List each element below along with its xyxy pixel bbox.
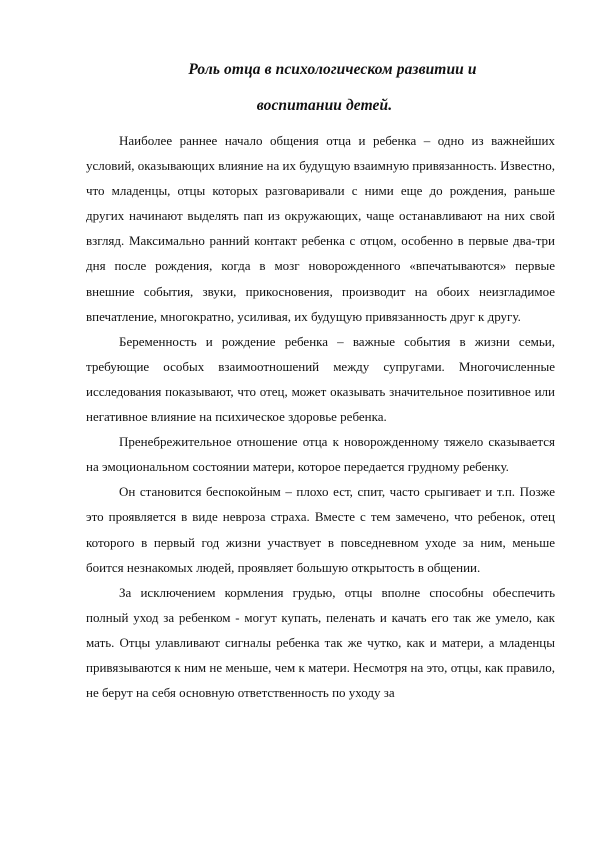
- title-line-1: Роль отца в психологическом развитии и: [188, 61, 477, 78]
- document-body: [86, 128, 555, 705]
- paragraph-1: Наиболее раннее начало общения отца и ребенка – одно из важнейших условий, оказывающих влияние на их будущую взаимную привязанность. Известно, что младенцы, отцы которых разговаривали с ними еще до рождения, раньше других начинают выделять пап из окружающих, чаще останавливают на них свой взгляд. Максимально ранний контакт ребенка с отцом, особенно в первые два-три дня после рождения, когда в мозг новорожденного «впечатываются» первые внешние события, звуки, прикосновения, производит на обоих неизгладимое впечатление, многократно, усиливая, их будущую привязанность друг к другу.: [86, 133, 555, 324]
- paragraph-3: Пренебрежительное отношение отца к новорожденному тяжело сказывается на эмоциональном состоянии матери, которое передается грудному ребенку.: [86, 434, 555, 475]
- paragraph-2: Беременность и рождение ребенка – важные события в жизни семьи, требующие особых взаимоотношений между супругами. Многочисленные исследования показывают, что отец, может оказывать значительное позитивное или негативное влияние на психическое здоровье ребенка.: [86, 333, 555, 425]
- title-line-2: воспитании детей.: [256, 97, 393, 114]
- document-title: [86, 52, 555, 124]
- paragraph-5: За исключением кормления грудью, отцы вполне способны обеспечить полный уход за ребенком - могут купать, пеленать и качать его так же умело, как мать. Отцы улавливают сигналы ребенка так же чутко, как и матери, а младенцы привязываются к ним не меньше, чем к матери. Несмотря на это, отцы, как правило, не берут на себя основную ответственность по уходу за: [86, 584, 555, 701]
- paragraph-4: Он становится беспокойным – плохо ест, спит, часто срыгивает и т.п. Позже это проявляется в виде невроза страха. Вместе с тем замечено, что ребенок, отец которого в первый год жизни участвует в повседневном уходе за ним, меньше боится незнакомых людей, проявляет большую открытость в общении.: [86, 484, 555, 575]
